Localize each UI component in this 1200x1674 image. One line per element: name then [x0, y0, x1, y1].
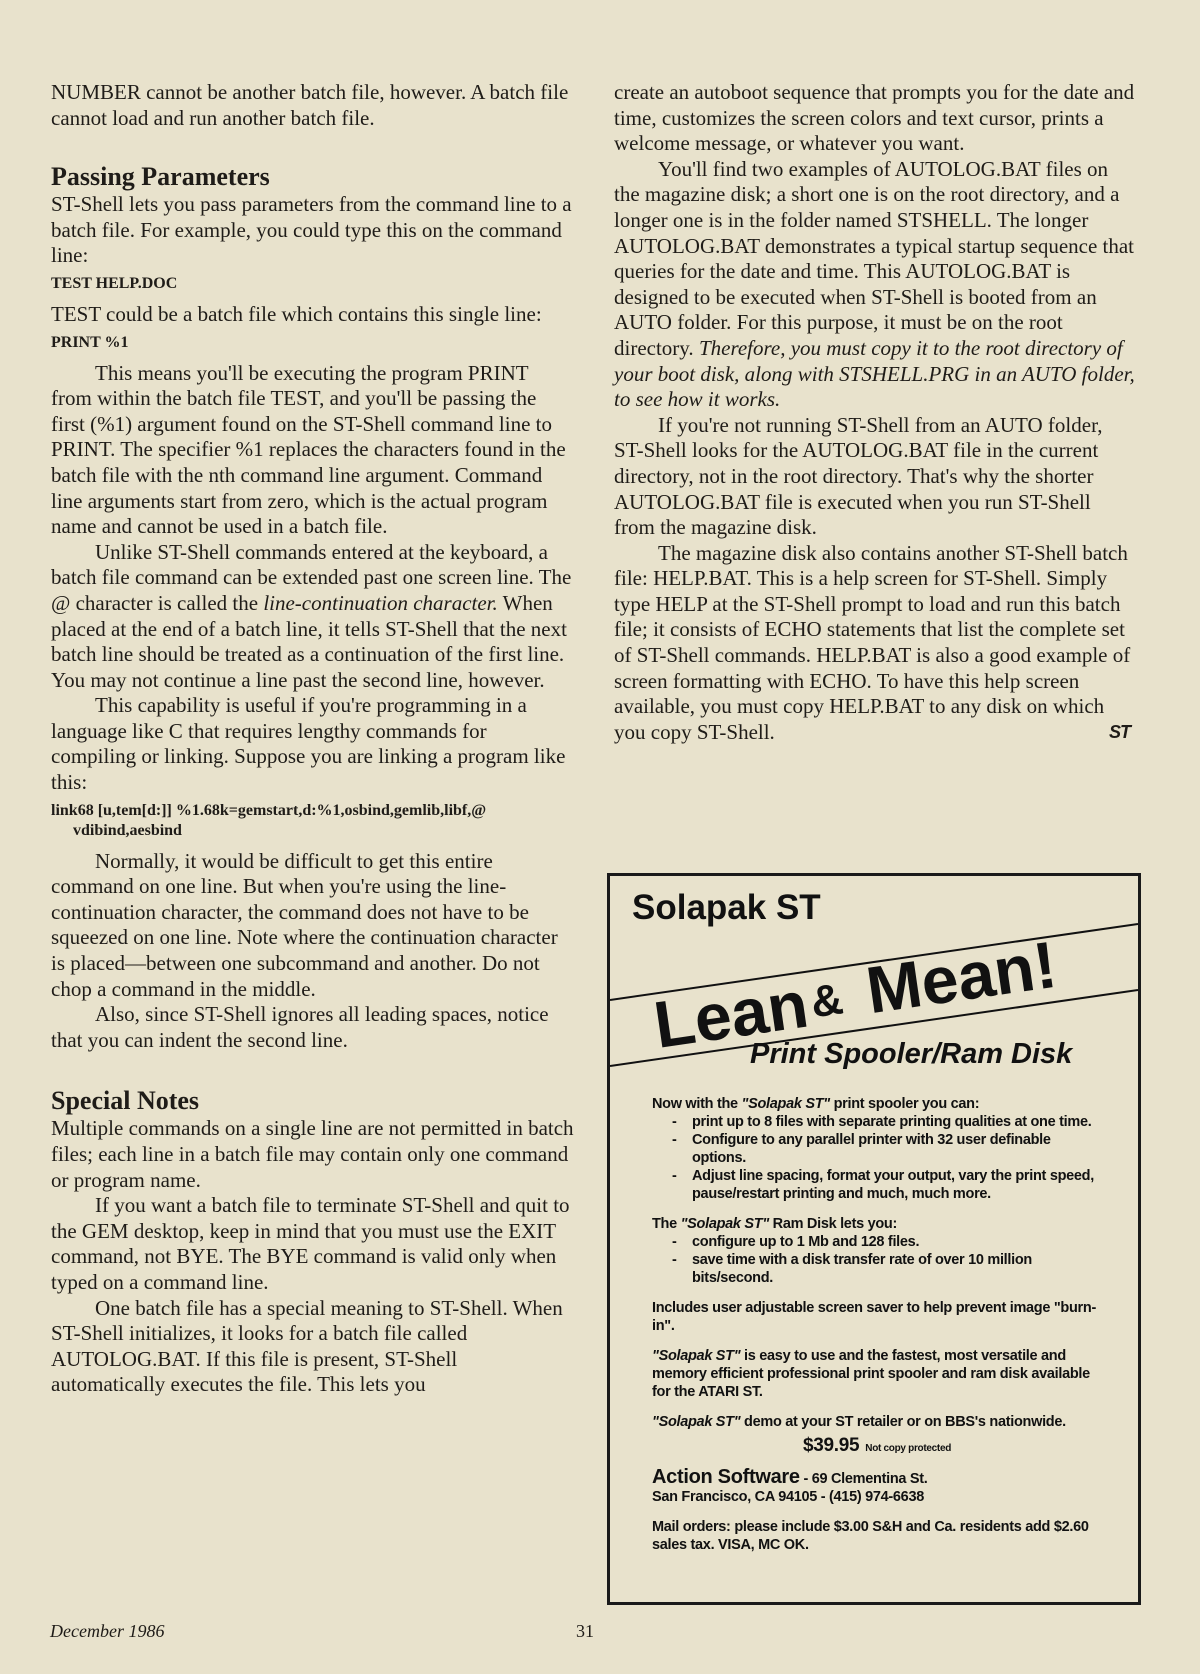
paragraph: If you want a batch file to terminate ST-Shell and quit to the GEM desktop, keep in mind that you must use the EXIT command, not BYE. The BYE command is valid only when typed on a command line.: [51, 1193, 570, 1294]
paragraph: If you're not running ST-Shell from an AUTO folder, ST-Shell looks for the AUTOLOG.BAT file in the current directory, not in the root directory. That's why the shorter AUTOLOG.BAT file is executed when you run ST-Shell from the magazine disk.: [614, 412, 1103, 540]
list-item: [652, 1131, 1102, 1167]
paragraph: [614, 157, 1136, 413]
page-number: 31: [576, 1621, 594, 1641]
company-name: Action Software: [652, 1466, 800, 1488]
list-item: [652, 1233, 1102, 1251]
list-item-text: Adjust line spacing, format your output, vary the print speed, pause/restart printing and much, much more.: [692, 1168, 1094, 1202]
product-name: "Solapak ST": [652, 1348, 741, 1364]
list-item: [652, 1113, 1102, 1131]
paragraph: This capability is useful if you're programming in a language like C that requires lengthy commands for compiling or linking. Suppose you are linking a program like this:: [51, 693, 566, 795]
paragraph: TEST could be a batch file which contains this single line:: [51, 301, 542, 326]
ad-body: [652, 1095, 1102, 1554]
ramdisk-intro: [652, 1215, 1102, 1233]
paragraph: This means you'll be executing the program PRINT from within the batch file TEST, and you'll be passing the first (%1) argument found on the ST-Shell command line to PRINT. The specifier %1 replaces the characters found in the batch file with the nth command line argument. Command line arguments start from zero, which is the actual program name and cannot be used in a batch file.: [51, 360, 566, 539]
slogan-word-lean: Lean: [649, 966, 813, 1062]
code-example: [51, 801, 574, 841]
ramdisk-section: [652, 1215, 1102, 1287]
section-heading-special-notes: Special Notes: [51, 1086, 200, 1116]
left-column: [51, 80, 574, 1398]
list-item-text: Configure to any parallel printer with 32 user definable options.: [692, 1132, 1051, 1166]
paragraph: ST-Shell lets you pass parameters from the command line to a batch file. For example, you could type this on the command line:: [51, 192, 572, 268]
demo-note: [652, 1413, 1102, 1431]
paragraph: [614, 541, 1136, 746]
product-name: "Solapak ST": [741, 1096, 830, 1112]
list-item: [652, 1251, 1102, 1287]
paragraph: create an autoboot sequence that prompts you for the date and time, customizes the screen colors and text cursor, prints a welcome message, or whatever you want.: [614, 80, 1135, 156]
dash-bullet: -: [672, 1132, 677, 1148]
emphasis-text: line-continuation character.: [263, 590, 498, 615]
spooler-intro: [652, 1095, 1102, 1113]
paragraph: Also, since ST-Shell ignores all leading spaces, notice that you can indent the second line.: [51, 1002, 549, 1052]
paragraph: Normally, it would be difficult to get this entire command on one line. But when you're using the line-continuation character, the command does not have to be squeezed on one line. Note where the continuation character is placed—between one subcommand and another. Do not chop a command in the middle.: [51, 848, 558, 1001]
product-name: "Solapak ST": [652, 1414, 741, 1430]
price-line: [652, 1437, 1102, 1458]
text-run: Unlike ST-Shell commands entered at the keyboard, a batch file command can be extended past one screen line. The @ character is called the: [51, 539, 572, 615]
dash-bullet: -: [672, 1168, 677, 1184]
paragraph: One batch file has a special meaning to ST-Shell. When ST-Shell initializes, it looks for a batch file called AUTOLOG.BAT. If this file is present, ST-Shell automatically executes the file. This lets you: [51, 1295, 563, 1397]
list-item: [652, 1167, 1102, 1203]
atari-st-name: ATARI ST.: [698, 1384, 763, 1400]
dash-bullet: -: [672, 1114, 677, 1130]
emphasis-text: Therefore, you must copy it to the root directory of your boot disk, along with STSHELL.PRG in an AUTO folder, to see how it works.: [614, 335, 1135, 412]
dash-bullet: -: [672, 1252, 677, 1268]
screen-saver-note: Includes user adjustable screen saver to help prevent image "burn-in".: [652, 1300, 1096, 1334]
spooler-section: [652, 1095, 1102, 1203]
text-run: When placed at the end of a batch line, it tells ST-Shell that the next batch line should be treated as a continuation of the first line. You may not continue a line past the second line, however.: [51, 590, 567, 692]
text-run: Ram Disk lets you:: [768, 1216, 898, 1232]
ad-subtitle: Print Spooler/Ram Disk: [750, 1038, 1073, 1070]
product-claim: [652, 1347, 1102, 1401]
mail-orders-note: Mail orders: please include $3.00 S&H and Ca. residents add $2.60 sales tax. VISA, MC OK.: [652, 1519, 1089, 1553]
text-run: is easy to use and the fastest, most versatile and memory efficient professional print spooler and ram disk available for the: [652, 1348, 1090, 1400]
code-example: TEST HELP.DOC: [51, 274, 178, 292]
text-run: The magazine disk also contains another ST-Shell batch file: HELP.BAT. This is a help screen for ST-Shell. Simply type HELP at the ST-Shell prompt to load and run this batch file; it consists of ECHO statements that list the complete set of ST-Shell commands. HELP.BAT is also a good example of screen formatting with ECHO. To have this help screen available, you must copy HELP.BAT to any disk on which you copy ST-Shell.: [614, 540, 1131, 744]
solapak-advertisement: [607, 873, 1141, 1605]
slogan-ampersand: &: [807, 974, 847, 1028]
code-line-continued: vdibind,aesbind: [73, 821, 182, 839]
dash-bullet: -: [672, 1234, 677, 1250]
product-name: "Solapak ST": [680, 1216, 769, 1232]
paragraph: NUMBER cannot be another batch file, however. A batch file cannot load and run another batch file.: [51, 80, 569, 130]
ad-brand-name: Solapak ST: [632, 888, 821, 927]
list-item-text: save time with a disk transfer rate of over 10 million bits/second.: [692, 1252, 1032, 1286]
text-run: You'll find two examples of AUTOLOG.BAT files on the magazine disk; a short one is on the root directory, and a longer one is in the folder named STSHELL. The longer AUTOLOG.BAT demonstrates a typical startup sequence that queries for the date and time. This AUTOLOG.BAT is designed to be executed when ST-Shell is booted from an AUTO folder. For this purpose, it must be on the root directory.: [614, 156, 1135, 360]
company-line: [652, 1468, 1102, 1488]
paragraph: Multiple commands on a single line are not permitted in batch files; each line in a batch file may contain only one command or program name.: [51, 1116, 574, 1192]
list-item-text: print up to 8 files with separate printing qualities at one time.: [692, 1114, 1092, 1130]
code-line: link68 [u,tem[d:]] %1.68k=gemstart,d:%1,osbind,gemlib,libf,@: [51, 801, 487, 819]
company-block: [652, 1468, 1102, 1506]
st-end-mark-logo: ST: [1108, 721, 1130, 742]
list-item-text: configure up to 1 Mb and 128 files.: [692, 1234, 920, 1250]
code-example: PRINT %1: [51, 333, 129, 351]
right-column: [614, 80, 1136, 745]
city-phone: San Francisco, CA 94105 - (415) 974-6638: [652, 1489, 924, 1505]
section-heading-passing-parameters: Passing Parameters: [51, 162, 270, 192]
text-run: Now with the: [652, 1096, 742, 1112]
paragraph: [51, 540, 574, 694]
text-run: print spooler you can:: [829, 1096, 980, 1112]
not-copy-protected-note: Not copy protected: [865, 1443, 952, 1454]
text-run: The: [652, 1216, 681, 1232]
price: $39.95: [802, 1435, 860, 1456]
slogan-word-mean: Mean!: [861, 926, 1061, 1028]
text-run: demo at your ST retailer or on BBS's nationwide.: [740, 1414, 1066, 1430]
street-address: - 69 Clementina St.: [799, 1471, 928, 1487]
footer-date: December 1986: [50, 1621, 165, 1641]
